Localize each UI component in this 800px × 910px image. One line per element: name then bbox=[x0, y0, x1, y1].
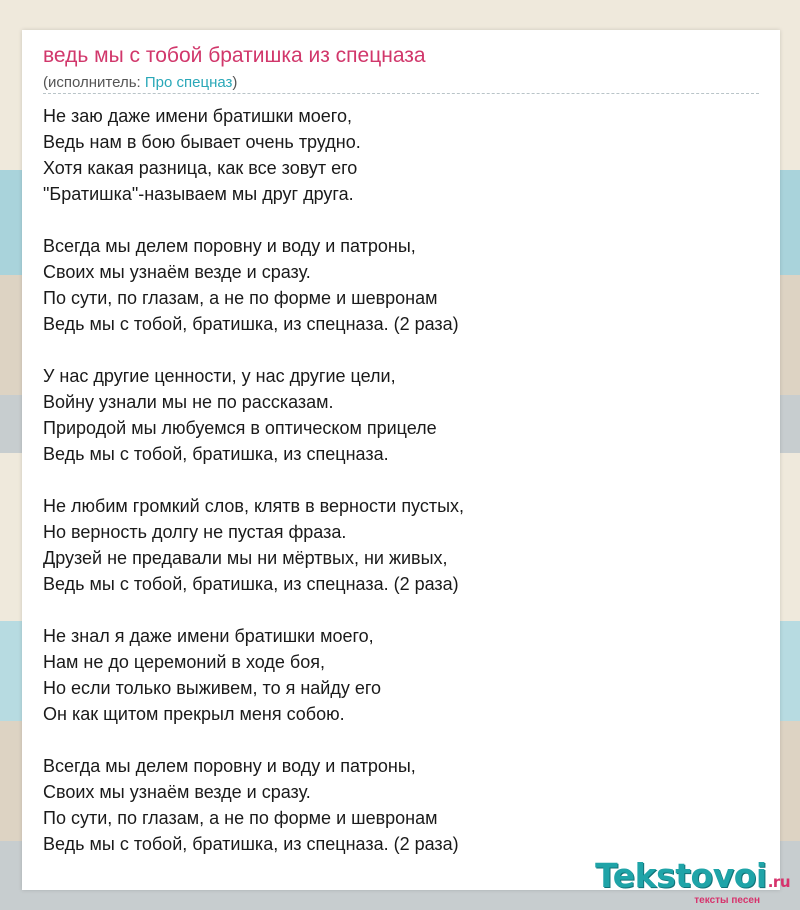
lyrics-card bbox=[22, 30, 780, 890]
lyric-line: Он как щитом прекрыл меня собою. bbox=[43, 704, 345, 724]
artist-prefix: (исполнитель: bbox=[43, 74, 145, 91]
song-title: ведь мы с тобой братишка из спецназа bbox=[43, 44, 426, 67]
stanza bbox=[43, 493, 759, 597]
stanza bbox=[43, 103, 759, 207]
lyric-line: Нам не до церемоний в ходе боя, bbox=[43, 652, 325, 672]
site-logo[interactable] bbox=[595, 856, 790, 906]
header-divider bbox=[43, 93, 759, 94]
logo-name: Tekstovoi bbox=[595, 856, 767, 895]
lyric-line: Ведь мы с тобой, братишка, из спецназа. bbox=[43, 444, 389, 464]
lyric-line: Своих мы узнаём везде и сразу. bbox=[43, 262, 311, 282]
lyric-line: Всегда мы делем поровну и воду и патроны, bbox=[43, 236, 416, 256]
logo-tld: .ru bbox=[767, 873, 790, 891]
lyric-line: Друзей не предавали мы ни мёртвых, ни живых, bbox=[43, 548, 448, 568]
lyric-line: Не заю даже имени братишки моего, bbox=[43, 106, 352, 126]
lyric-line: Ведь мы с тобой, братишка, из спецназа. (2 раза) bbox=[43, 314, 459, 334]
lyric-line: Но верность долгу не пустая фраза. bbox=[43, 522, 347, 542]
lyric-line: Ведь нам в бою бывает очень трудно. bbox=[43, 132, 361, 152]
lyric-line: У нас другие ценности, у нас другие цели, bbox=[43, 366, 396, 386]
lyric-line: Своих мы узнаём везде и сразу. bbox=[43, 782, 311, 802]
stanza bbox=[43, 233, 759, 337]
lyric-line: Всегда мы делем поровну и воду и патроны, bbox=[43, 756, 416, 776]
lyric-line: По сути, по глазам, а не по форме и шевронам bbox=[43, 808, 438, 828]
stanza bbox=[43, 623, 759, 727]
lyric-line: Войну узнали мы не по рассказам. bbox=[43, 392, 334, 412]
lyric-line: Но если только выживем, то я найду его bbox=[43, 678, 382, 698]
artist-link[interactable]: Про спецназ bbox=[144, 74, 233, 91]
lyric-line: По сути, по глазам, а не по форме и шевронам bbox=[43, 288, 438, 308]
lyric-line: Не любим громкий слов, клятв в верности пустых, bbox=[43, 496, 465, 516]
lyrics-body bbox=[43, 103, 759, 883]
lyric-line: "Братишка"-называем мы друг друга. bbox=[43, 184, 354, 204]
lyric-line: Природой мы любуемся в оптическом прицеле bbox=[43, 418, 437, 438]
artist-line bbox=[43, 74, 237, 91]
stanza bbox=[43, 363, 759, 467]
lyric-line: Ведь мы с тобой, братишка, из спецназа. (2 раза) bbox=[43, 834, 459, 854]
lyric-line: Хотя какая разница, как все зовут его bbox=[43, 158, 358, 178]
lyric-line: Не знал я даже имени братишки моего, bbox=[43, 626, 374, 646]
artist-suffix: ) bbox=[232, 74, 238, 91]
logo-wordmark bbox=[595, 856, 790, 899]
stanza bbox=[43, 753, 759, 857]
logo-tagline: тексты песен bbox=[694, 895, 760, 906]
lyric-line: Ведь мы с тобой, братишка, из спецназа. (2 раза) bbox=[43, 574, 459, 594]
